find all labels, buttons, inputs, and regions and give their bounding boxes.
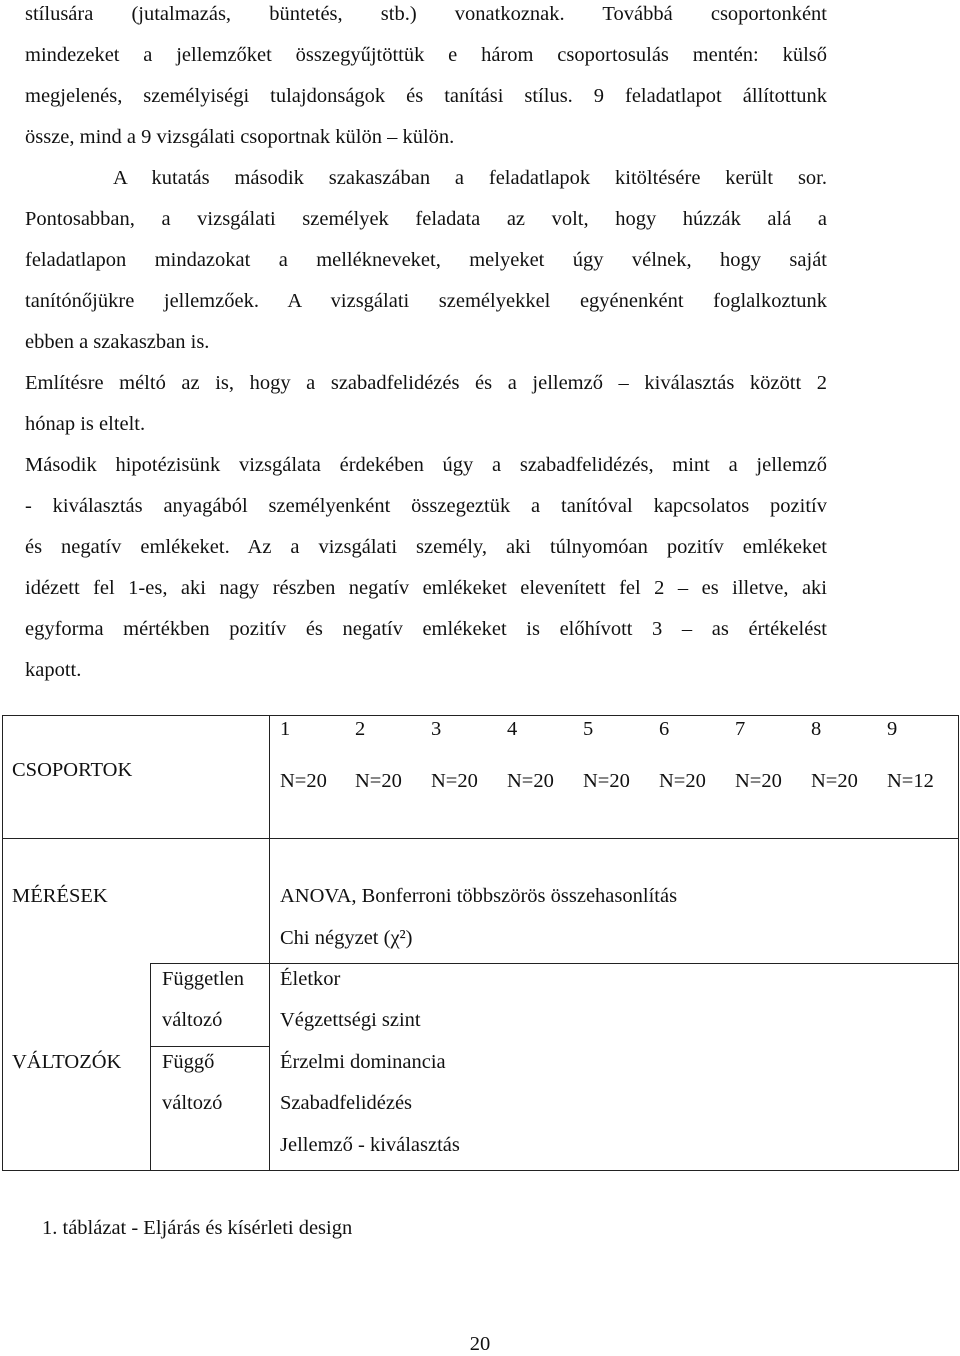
- group-size: N=20: [280, 770, 327, 792]
- group-number: 8: [811, 718, 822, 740]
- group-size: N=20: [355, 770, 402, 792]
- dependent-variable: Szabadfelidézés: [280, 1092, 413, 1114]
- independent-variable: Végzettségi szint: [280, 1009, 421, 1031]
- group-size: N=20: [659, 770, 706, 792]
- table-border: [2, 715, 959, 716]
- page-number: 20: [469, 1333, 491, 1355]
- paragraph-line: hónap is eltelt.: [25, 413, 146, 435]
- paragraph-line: idézett fel 1-es, aki nagy részben negatív emlékeket elevenített fel 2 – es illetve, aki: [25, 577, 827, 599]
- group-number: 5: [583, 718, 594, 740]
- measures-label: MÉRÉSEK: [12, 885, 108, 907]
- independent-variable: Életkor: [280, 968, 341, 990]
- dependent-label: változó: [162, 1092, 223, 1114]
- paragraph-line: - kiválasztás anyagából személyenként összegeztük a tanítóval kapcsolatos pozitív: [25, 495, 827, 517]
- measure-item: ANOVA, Bonferroni többszörös összehasonlítás: [280, 885, 678, 907]
- paragraph-line: kapott.: [25, 659, 82, 681]
- paragraph-line: Második hipotézisünk vizsgálata érdekében úgy a szabadfelidézés, mint a jellemző: [25, 454, 827, 476]
- paragraph-line: feladatlapon mindazokat a mellékneveket, melyeket úgy vélnek, hogy saját: [25, 249, 827, 271]
- dependent-variable: Jellemző - kiválasztás: [280, 1134, 460, 1156]
- paragraph-line: stílusára (jutalmazás, büntetés, stb.) vonatkoznak. Továbbá csoportonként: [25, 3, 827, 25]
- independent-label: Független: [162, 968, 244, 990]
- paragraph-line: ebben a szakaszban is.: [25, 331, 210, 353]
- group-size: N=20: [811, 770, 858, 792]
- group-number: 1: [280, 718, 291, 740]
- group-number: 6: [659, 718, 670, 740]
- measure-item: Chi négyzet (χ²): [280, 927, 413, 949]
- group-number: 2: [355, 718, 366, 740]
- table-border: [2, 838, 959, 839]
- table-border: [150, 963, 959, 964]
- paragraph-line: megjelenés, személyiségi tulajdonságok és tanítási stílus. 9 feladatlapot állítottunk: [25, 85, 827, 107]
- group-number: 3: [431, 718, 442, 740]
- table-border: [2, 715, 3, 1171]
- group-size: N=20: [507, 770, 554, 792]
- independent-label: változó: [162, 1009, 223, 1031]
- table-border: [2, 1170, 959, 1171]
- dependent-variable: Érzelmi dominancia: [280, 1051, 446, 1073]
- table-caption: 1. táblázat - Eljárás és kísérleti design: [42, 1217, 353, 1239]
- paragraph-line: össze, mind a 9 vizsgálati csoportnak külön – külön.: [25, 126, 455, 148]
- paragraph-line: és negatív emlékeket. Az a vizsgálati személy, aki túlnyomóan pozitív emlékeket: [25, 536, 827, 558]
- group-number: 9: [887, 718, 898, 740]
- paragraph-line: egyforma mértékben pozitív és negatív emlékeket is előhívott 3 – as értékelést: [25, 618, 827, 640]
- paragraph-line: Említésre méltó az is, hogy a szabadfelidézés és a jellemző – kiválasztás között 2: [25, 372, 827, 394]
- paragraph-line: A kutatás második szakaszában a feladatlapok kitöltésére került sor.: [113, 167, 827, 189]
- dependent-label: Függő: [162, 1051, 215, 1073]
- group-number: 7: [735, 718, 746, 740]
- paragraph-line: mindezeket a jellemzőket összegyűjtöttük e három csoportosulás mentén: külső: [25, 44, 827, 66]
- variables-label: VÁLTOZÓK: [12, 1051, 122, 1073]
- group-size: N=20: [735, 770, 782, 792]
- group-size: N=12: [887, 770, 934, 792]
- table-border: [150, 963, 151, 1171]
- table-border: [958, 715, 959, 1171]
- groups-label: CSOPORTOK: [12, 759, 133, 781]
- group-size: N=20: [431, 770, 478, 792]
- group-number: 4: [507, 718, 518, 740]
- table-border: [269, 715, 270, 1171]
- paragraph-line: Pontosabban, a vizsgálati személyek feladata az volt, hogy húzzák alá a: [25, 208, 827, 230]
- paragraph-line: tanítónőjükre jellemzőek. A vizsgálati személyekkel egyénenként foglalkoztunk: [25, 290, 827, 312]
- group-size: N=20: [583, 770, 630, 792]
- table-border: [150, 1046, 270, 1047]
